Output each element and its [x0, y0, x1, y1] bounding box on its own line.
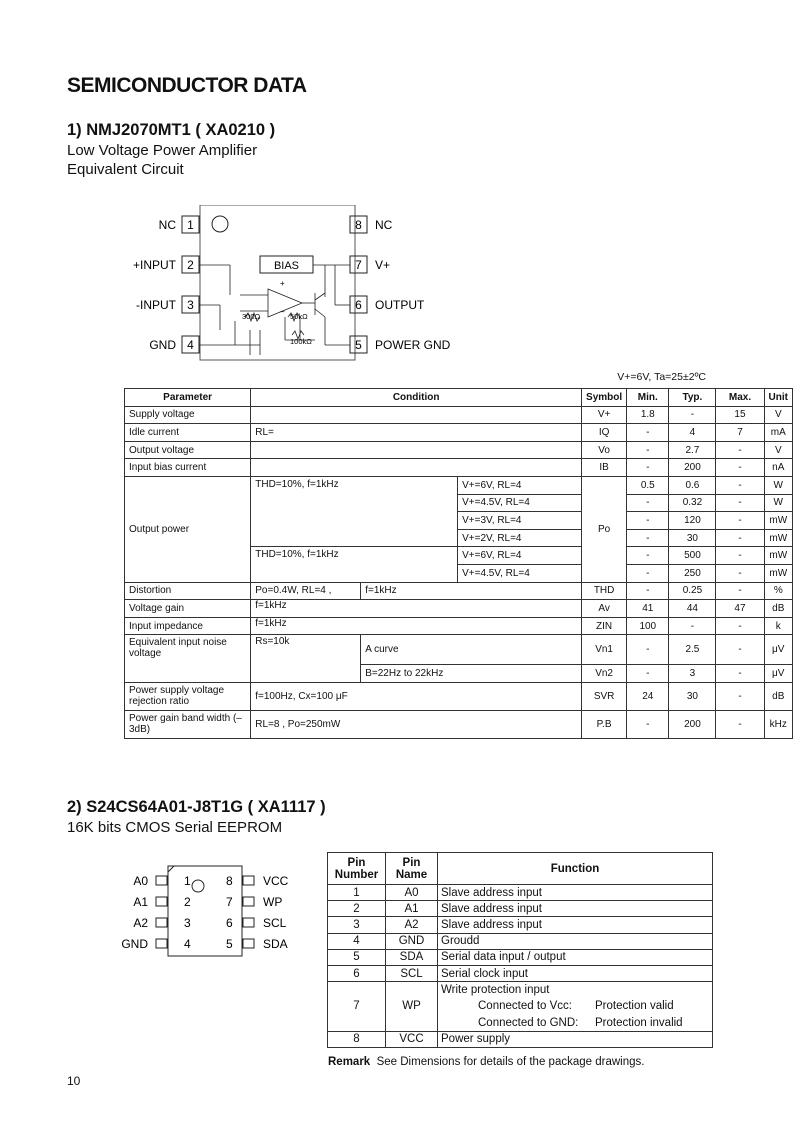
- table-row: V+=2V, RL=4 - 30 - mW: [125, 529, 793, 547]
- pin-gnd-label: GND: [149, 338, 176, 352]
- table-row: Supply voltage V+ 1.8 - 15 V: [125, 406, 793, 424]
- remark: [328, 1056, 644, 1068]
- pin-2-number: 2: [187, 258, 194, 272]
- svg-text:–: –: [280, 307, 285, 316]
- pin-5-number: 5: [355, 338, 362, 352]
- header-max: Max.: [716, 389, 764, 407]
- pin-vcc-label: VCC: [263, 874, 289, 888]
- pin-8-number: 8: [355, 218, 362, 232]
- conditions-note: V+=6V, Ta=25±2ºC: [617, 371, 706, 383]
- section1-subtitle: Low Voltage Power Amplifier: [67, 142, 258, 159]
- pin-3-number: 3: [187, 298, 194, 312]
- table-row: 2 A1 Slave address input: [328, 901, 713, 917]
- table-header-row: [328, 853, 713, 885]
- table-row: Input bias current IB - 200 - nA: [125, 459, 793, 477]
- svg-text:4: 4: [184, 937, 191, 951]
- table-row: 4 GND Groudd: [328, 933, 713, 949]
- svg-text:+: +: [280, 279, 285, 288]
- svg-text:8: 8: [226, 874, 233, 888]
- pin-7-number: 7: [355, 258, 362, 272]
- table-row: Idle current RL= IQ - 4 7 mA: [125, 424, 793, 442]
- table-row: 8 VCC Power supply: [328, 1031, 713, 1047]
- section2-heading: 2) S24CS64A01-J8T1G ( XA1117 ): [67, 798, 326, 816]
- pin-function-table: [327, 852, 713, 1048]
- header-parameter: Parameter: [125, 389, 251, 407]
- header-typ: Typ.: [669, 389, 716, 407]
- table-row: V+=4.5V, RL=4 - 250 - mW: [125, 564, 793, 582]
- resistor-50k-label: 50kΩ: [290, 312, 308, 321]
- pin-a0-label: A0: [133, 874, 148, 888]
- table-row: Distortion Po=0.4W, RL=4 , f=1kHz THD - 0.25 - %: [125, 582, 793, 600]
- header-pin-name: Pin Name: [386, 853, 438, 885]
- svg-text:1: 1: [184, 874, 191, 888]
- pin-input-minus-label: -INPUT: [136, 298, 176, 312]
- header-min: Min.: [627, 389, 669, 407]
- characteristics-table: [124, 388, 793, 739]
- svg-text:6: 6: [226, 916, 233, 930]
- table-row: 7 WP Write protection input Connected to Vcc: Protection valid Connected to GND: Protection invalid: [328, 982, 713, 1032]
- resistor-300-label: 300Ω: [242, 312, 261, 321]
- pin-input-plus-label: +INPUT: [132, 258, 176, 272]
- resistor-100k-label: 100kΩ: [290, 337, 312, 346]
- table-row: V+=4.5V, RL=4 - 0.32 - W: [125, 494, 793, 512]
- page-number: 10: [67, 1074, 81, 1088]
- svg-text:7: 7: [226, 895, 233, 909]
- pin-vplus-label: V+: [375, 258, 391, 272]
- table-header-row: [125, 389, 793, 407]
- eeprom-pinout-diagram: [110, 862, 310, 962]
- table-row: Output power THD=10%, f=1kHz V+=6V, RL=4 Po 0.5 0.6 - W: [125, 476, 793, 494]
- bias-label: BIAS: [273, 260, 300, 272]
- pin-output-label: OUTPUT: [375, 298, 425, 312]
- pin-nc-right-label: NC: [375, 218, 393, 232]
- table-row: 3 A2 Slave address input: [328, 917, 713, 933]
- table-row: Equivalent input noise voltage Rs=10k A curve Vn1 - 2.5 - μV: [125, 635, 793, 665]
- svg-text:2: 2: [184, 895, 191, 909]
- pin-4-number: 4: [187, 338, 194, 352]
- pin1-marker-icon: [192, 880, 204, 892]
- pin-gnd-label: GND: [121, 937, 148, 951]
- table-row: Voltage gain f=1kHz Av 41 44 47 dB: [125, 600, 793, 618]
- table-row: B=22Hz to 22kHz Vn2 - 3 - μV: [125, 665, 793, 683]
- header-condition: Condition: [251, 389, 582, 407]
- table-row: 1 A0 Slave address input: [328, 885, 713, 901]
- pin-nc-label: NC: [158, 218, 176, 232]
- table-row: Power supply voltage rejection ratio f=100Hz, Cx=100 μF SVR 24 30 - dB: [125, 682, 793, 710]
- table-row: V+=3V, RL=4 - 120 - mW: [125, 512, 793, 530]
- pin-1-number: 1: [187, 218, 194, 232]
- table-row: Input impedance f=1kHz ZIN 100 - - k: [125, 617, 793, 635]
- header-function: Function: [438, 853, 713, 885]
- pin-wp-label: WP: [263, 895, 283, 909]
- table-row: 5 SDA Serial data input / output: [328, 949, 713, 965]
- section2-subtitle: 16K bits CMOS Serial EEPROM: [67, 819, 283, 836]
- table-row: Power gain band width (–3dB) RL=8 , Po=250mW P.B - 200 - kHz: [125, 710, 793, 738]
- header-unit: Unit: [764, 389, 792, 407]
- pin-a2-label: A2: [133, 916, 148, 930]
- svg-text:5: 5: [226, 937, 233, 951]
- table-row: 6 SCL Serial clock input: [328, 965, 713, 981]
- page-title: SEMICONDUCTOR DATA: [67, 74, 307, 97]
- svg-text:3: 3: [184, 916, 191, 930]
- remark-text: See Dimensions for details of the package drawings.: [376, 1056, 645, 1068]
- pin1-marker-icon: [212, 216, 228, 232]
- header-pin-number: Pin Number: [328, 853, 386, 885]
- section1-subtitle-2: Equivalent Circuit: [67, 161, 184, 178]
- section1-heading: 1) NMJ2070MT1 ( XA0210 ): [67, 121, 276, 139]
- equivalent-circuit-diagram: [110, 205, 470, 365]
- pin-power-gnd-label: POWER GND: [375, 338, 451, 352]
- pin-6-number: 6: [355, 298, 362, 312]
- table-row: THD=10%, f=1kHz V+=6V, RL=4 - 500 - mW: [125, 547, 793, 565]
- table-row: Output voltage Vo - 2.7 - V: [125, 441, 793, 459]
- pin-sda-label: SDA: [263, 937, 288, 951]
- pin-scl-label: SCL: [263, 916, 287, 930]
- pin-a1-label: A1: [133, 895, 148, 909]
- header-symbol: Symbol: [582, 389, 627, 407]
- remark-label: Remark: [328, 1056, 371, 1068]
